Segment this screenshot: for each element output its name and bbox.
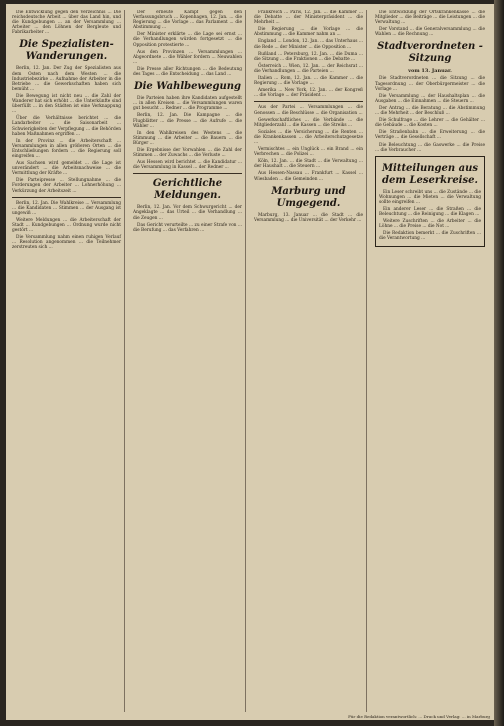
column-1: Die Entwicklung gegen den Verzeichnis ... Die reichsdeutsche Arbeit ... über das Land hin, und die Kundgebungen ... an der Versammlung ... Arbeiter ... den Löhnen der Bergleute und Fabrikarbeiter ... Die Spezialisten-Wanderungen. Berlin, 12. Jan. Der Zug der Spezialisten aus dem Osten nach dem Westen ... die Industriebezirke ... Aufnahme der Arbeiter in die Betriebe ... die Gewerkschaften haben sich bemüht ... Die Bewegung ist nicht neu ... die Zahl der Wanderer hat sich erhöht ... die Unterkünfte sind überfüllt ... in den Städten ist eine Verknappung ... Über die Verhältnisse berichtet ... die Landarbeiter ... die Saisonarbeit ... Schwierigkeiten der Verpflegung ... die Behörden haben Maßnahmen ergriffen ... In der Provinz ... die Arbeiterschaft ... Versammlungen in allen größeren Orten ... die Entschließungen fordern ... die Regierung soll eingreifen ... Aus Sachsen wird gemeldet ... die Lage ist unverändert ... die Arbeitsnachweise ... die Vermittlung der Kräfte ... Die Parteipresse ... Stellungnahme ... die Forderungen der Arbeiter ... Lohnerhöhung ... Verkürzung der Arbeitszeit ... Berlin, 12. Jan. Die Wahlkreise ... Versammlung ... die Kandidaten ... Stimmen ... der Ausgang ist ungewiß ... Weitere Meldungen ... die Arbeiterschaft der Stadt ... Kundgebungen ... Ordnung wurde nicht gestört ... Die Versammlung nahm einen ruhigen Verlauf ... Resolution angenommen ... die Teilnehmer zerstreuten sich ... (12, 10, 125, 712)
section-title-stadtverordneten: Stadtverordneten - Sitzung (377, 41, 483, 65)
newspaper-page (6, 4, 494, 720)
column-2: Der erneute Kampf gegen den Verfassungsbruch ... Kopenhagen, 12. Jan. ... die Regierung ... die Vorlage ... das Parlament ... die Abstimmung ... Der Minister erklärte ... die Lage sei ernst ... die Verhandlungen würden fortgesetzt ... die Opposition protestierte ... Aus den Provinzen ... Versammlungen ... Abgeordnete ... die Wähler fordern ... Neuwahlen ... Die Presse aller Richtungen ... die Bedeutung des Tages ... die Entscheidung ... das Land ... Die Wahlbewegung Die Parteien haben ihre Kandidaten aufgestellt ... in allen Kreisen ... die Versammlungen waren gut besucht ... Redner ... die Programme ... Berlin, 12. Jan. Die Kampagne ... die Flugblätter ... die Presse ... die Aufrufe ... die Wähler ... In den Wahlkreisen des Westens ... die Stimmung ... die Arbeiter ... die Bauern ... die Bürger ... Die Ergebnisse der Vorwahlen ... die Zahl der Stimmen ... der Zuwachs ... die Verluste ... Aus Hessen wird berichtet ... die Kandidatur ... die Versammlung in Kassel ... der Redner ... Gerichtliche Meldungen. Berlin, 12. Jan. Vor dem Schwurgericht ... der Angeklagte ... das Urteil ... die Verhandlung ... die Zeugen ... Das Gericht verurteilte ... zu einer Strafe von ... die Berufung ... das Verfahren ... (133, 10, 246, 712)
column-4: Die Entwicklung der Ortskrankenkasse ... die Mitglieder ... die Beiträge ... die Leistungen ... die Verwaltung ... Der Vorstand ... die Generalversammlung ... die Wahlen ... die Rechnung ... Stadtverordneten - Sitzung vom 13. Januar. Die Stadtverordneten ... die Sitzung ... die Tagesordnung ... der Oberbürgermeister ... die Vorlage ... Die Versammlung ... der Haushaltsplan ... die Ausgaben ... die Einnahmen ... die Steuern ... Der Antrag ... die Beratung ... die Abstimmung ... die Mehrheit ... der Beschluß ... Die Schulfrage ... die Lehrer ... die Gehälter ... die Gebäude ... die Kosten ... Die Straßenbahn ... die Erweiterung ... die Verträge ... die Gesellschaft ... Die Beleuchtung ... die Gaswerke ... die Preise ... die Verbraucher ... Mitteilungen aus dem Leserkreise. Ein Leser schreibt uns ... die Zustände ... die Wohnungen ... die Mieten ... die Verwaltung sollte eingreifen ... Ein anderer Leser ... die Straßen ... die Beleuchtung ... die Reinigung ... die Klagen ... Weitere Zuschriften ... die Arbeiter ... die Löhne ... die Preise ... die Not ... Die Redaktion bemerkt ... die Zuschriften ... die Verantwortung ... (375, 10, 488, 712)
divider (133, 173, 242, 174)
section-title-spezialisten: Die Spezialisten-Wanderungen. (19, 39, 114, 63)
section-title-gerichtliche: Gerichtliche Meldungen. (152, 178, 223, 202)
mitteilungen-box: Mitteilungen aus dem Leserkreise. Ein Leser schreibt uns ... die Zustände ... die Wohnungen ... die Mieten ... die Verwaltung sollte eingreifen ... Ein anderer Leser ... die Straßen ... die Beleuchtung ... die Reinigung ... die Klagen ... Weitere Zuschriften ... die Arbeiter ... die Löhne ... die Preise ... die Not ... Die Redaktion bemerkt ... die Zuschriften ... die Verantwortung ... (375, 156, 485, 247)
newspaper-columns (12, 10, 488, 712)
page-edge-shadow (494, 0, 504, 726)
section-title-wahlbewegung: Die Wahlbewegung (133, 81, 242, 93)
section-title-marburg: Marburg und Umgegend. (271, 185, 346, 209)
section-title-mitteilungen: Mitteilungen aus dem Leserkreise. (381, 162, 479, 186)
divider (254, 101, 363, 102)
divider (12, 197, 121, 198)
column-3: Frankreich ... Paris, 12. Jan. ... die Kammer ... die Debatte ... der Ministerpräsident ... die Mehrheit ... Die Regierung ... die Vorlage ... die Abstimmung ... die Kammer nahm an ... England ... London, 12. Jan. ... das Unterhaus ... die Rede ... der Minister ... die Opposition ... Rußland ... Petersburg, 12. Jan. ... die Duma ... die Sitzung ... die Fraktionen ... die Debatte ... Österreich ... Wien, 12. Jan. ... der Reichsrat ... die Verhandlungen ... die Parteien ... Italien ... Rom, 12. Jan. ... die Kammer ... die Regierung ... die Vorlage ... Amerika ... New York, 12. Jan. ... der Kongreß ... die Vorlage ... der Präsident ... Aus der Partei ... Versammlungen ... die Genossen ... die Beschlüsse ... die Organisation ... Gewerkschaftliches ... die Verbände ... die Mitgliederzahl ... die Kassen ... die Streiks ... Soziales ... die Versicherung ... die Renten ... die Krankenkassen ... die Arbeiterschutzgesetze ... Vermischtes ... ein Unglück ... ein Brand ... ein Verbrechen ... die Polizei ... Köln, 12. Jan. ... die Stadt ... die Verwaltung ... der Haushalt ... die Steuern ... Aus Hessen-Nassau ... Frankfurt ... Kassel ... Wiesbaden ... die Gemeinden ... Marburg und Umgegend. Marburg, 13. Januar ... die Stadt ... die Versammlung ... die Universität ... der Verkehr ... (254, 10, 367, 712)
date-stadtverordneten: vom 13. Januar. (408, 68, 452, 75)
imprint-line: Für die Redaktion verantwortlich: ... Druck und Verlag: ... in Marburg (348, 714, 490, 719)
